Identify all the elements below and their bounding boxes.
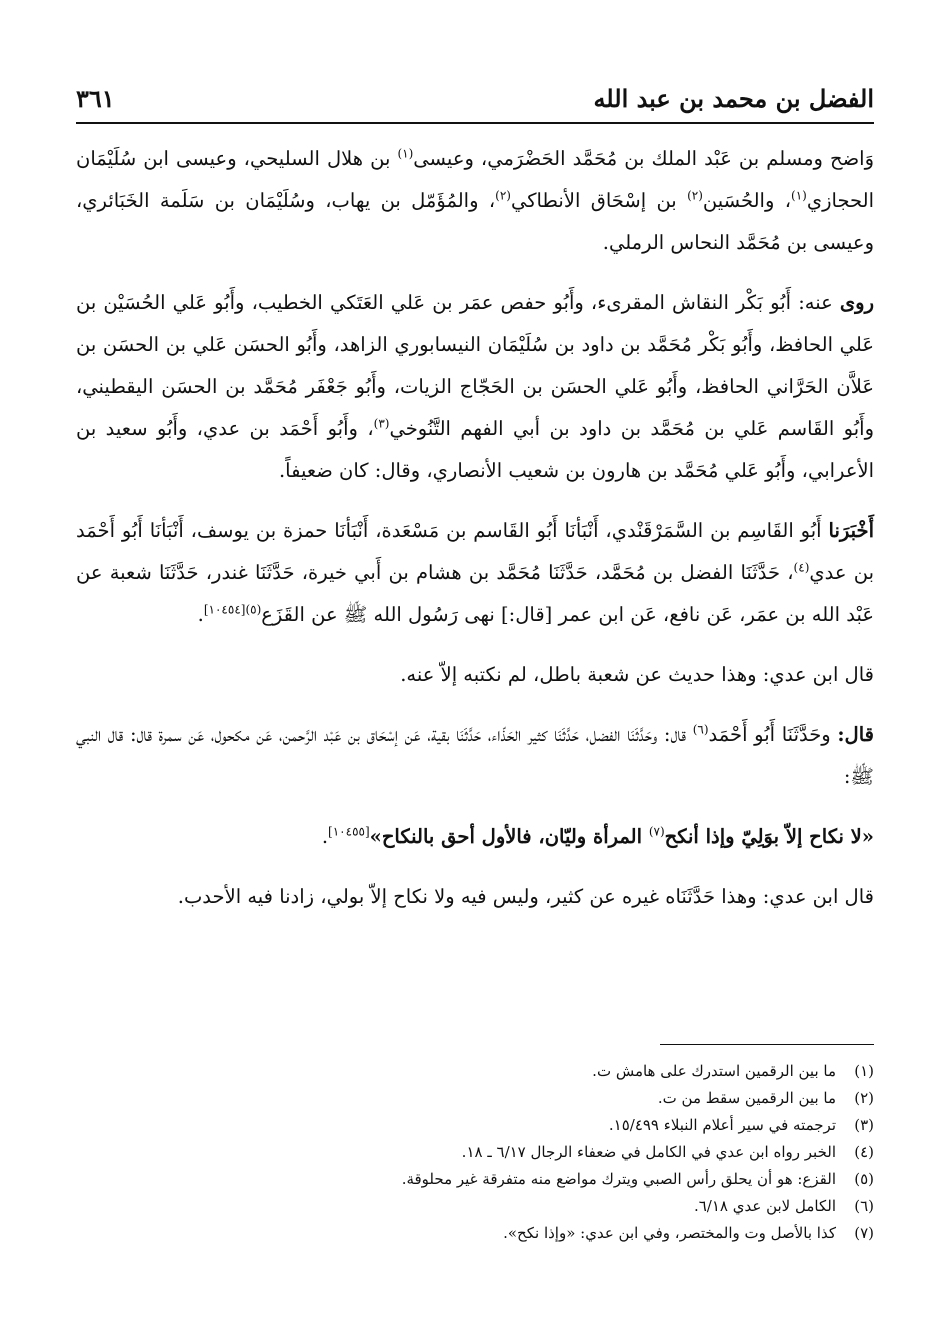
footnote-ref: (٤) — [793, 560, 810, 575]
footnote — [76, 1112, 874, 1139]
footnote-rule — [660, 1044, 874, 1045]
footnote-number: (٣) — [854, 1116, 874, 1134]
header-rule — [76, 122, 874, 124]
footnote-text: الخبر رواه ابن عدي في الكامل في ضعفاء الرجال ٦/١٧ ـ ١٨. — [461, 1143, 836, 1161]
footnote-number: (٦) — [854, 1197, 874, 1215]
text-run: ، والمُؤَمّل بن يهاب، وسُلَيْمَان بن سَلَمة الخَبَائري، وعيسى بن مُحَمَّد النحاس الرملي. — [76, 189, 874, 254]
text-run: ، وأَبُو أَحْمَد بن عدي، وأَبُو سعيد بن الأعرابي، وأَبُو عَلي مُحَمَّد بن هارون بن شعيب الأنصاري، وقال: كان ضعيفاً. — [76, 417, 874, 482]
paragraph-2 — [76, 282, 874, 492]
footnote — [76, 1085, 874, 1112]
paragraph-6 — [76, 816, 874, 858]
footnote-number: (٥) — [854, 1170, 874, 1188]
lead-word: قال: — [837, 723, 874, 746]
footnote-ref: (٧) — [648, 824, 665, 839]
paragraph-7 — [76, 876, 874, 918]
text-run: قال ابن عدي: وهذا حديث عن شعبة باطل، لم نكتبه إلاّ عنه. — [400, 663, 874, 686]
footnote-number: (٢) — [854, 1089, 874, 1107]
text-run: عنه: أَبُو بَكْر النقاش المقرىء، وأَبُو حفص عمَر بن عَلي العَتَكي الخطيب، وأَبُو عَلي الحُسَيْن بن عَلي الحافظ، وأَبُو بَكْر مُحَمَّد بن داود بن سُلَيْمَان النيسابوري الزاهد، وأَبُو الحسَن عَلي بن الحسَن بن عَلاَّن الحَرَّاني الحافظ، وأَبُو عَلي الحسَن بن الحَجّاج الزيات، وأَبُو جَعْفَر مُحَمَّد بن الحسَن اليقطيني، وأَبُو القَاسم عَلي بن مُحَمَّد بن داود بن أبي الفهم التَّنُوخي — [76, 291, 875, 440]
hadith-text: المرأة وليّان، فالأول أحق بالنكاح» — [369, 825, 649, 848]
footnote-number: (٤) — [854, 1143, 874, 1161]
page-header — [76, 74, 874, 122]
footnote-ref: (٢) — [687, 188, 703, 203]
footnote-ref: (٣) — [373, 416, 390, 431]
footnote-text: الكامل لابن عدي ٦/١٨. — [693, 1197, 836, 1215]
text-run: أَبُو القَاسِم بن السَّمَرْقَنْدي، أَنْبَأنَا أَبُو القَاسم بن مَسْعَدة، أَنْبَأنَا حمزة بن يوسف، أَنْبَأنَا أَبُو أَحْمَد بن عدي — [76, 519, 874, 584]
footnote — [76, 1166, 874, 1193]
footnote-text: كذا بالأصل وت والمختصر، وفي ابن عدي: «وإذا نكح». — [503, 1224, 836, 1242]
text-run: وَاضح ومسلم بن عَبْد الملك بن مُحَمَّد الحَضْرَمي، وعيسى — [413, 147, 874, 170]
text-run: . — [197, 603, 204, 626]
footnote — [76, 1139, 874, 1166]
text-run: . — [321, 825, 329, 848]
footnote-ref: (٥)[١٠٤٥٤] — [203, 602, 262, 617]
text-run: بن إسْحَاق الأنطاكي — [510, 189, 688, 212]
footnote-number: (١) — [854, 1062, 874, 1080]
footnote-number: (٧) — [854, 1224, 874, 1242]
text-run: قال: وحَدَّثَنَا الفضل، حَدَّثَنَا كثير الحَذّاء، حَدَّثَنَا بقية، عَن إسْحَاق بن عَبْد الرَّحمن، عَن مكحول، عَن سمرة قال: قال النبي ﷺ: — [76, 723, 874, 788]
footnote — [76, 1220, 874, 1247]
text-run: ، حَدَّثَنَا الفضل بن مُحَمَّد، حَدَّثَنَا مُحَمَّد بن هشام بن أَبي خيرة، حَدَّثَنَا غندر، حَدَّثَنَا شعبة عن عَبْد الله بن عمَر، عَن نافع، عَن ابن عمر [قال:] نهى رَسُول الله ﷺ عن القَزَع — [76, 561, 874, 626]
footnote-ref: (٦) — [692, 722, 709, 737]
footnote-ref: (٢) — [495, 188, 511, 203]
footnote-text: ترجمته في سير أعلام النبلاء ١٥/٤٩٩. — [608, 1116, 836, 1134]
footnote-ref: (١) — [397, 146, 414, 161]
footnote-text: ما بين الرقمين استدرك على هامش ت. — [592, 1062, 836, 1080]
text-run: بن هلال السليحي، وعيسى ابن سُلَيْمَان الحجازي — [76, 147, 874, 212]
footnote — [76, 1193, 874, 1220]
text-run: وحَدَّثَنَا أَبُو أَحْمَد — [708, 723, 838, 746]
footnote-text: القزع: هو أن يحلق رأس الصبي ويترك مواضع منه متفرقة غير محلوقة. — [401, 1170, 836, 1188]
lead-word: أَخْبَرَنا — [828, 519, 874, 542]
paragraph-5 — [76, 714, 874, 798]
footnote — [76, 1058, 874, 1085]
running-title: الفضل بن محمد بن عبد الله — [593, 83, 874, 113]
footnote-ref: (١) — [791, 188, 807, 203]
text-run: ، والحُسَين — [702, 189, 791, 212]
paragraph-4 — [76, 654, 874, 696]
hadith-text: «لا نكاح إلاّ بوَلِيّ وإذا أنكح — [664, 825, 874, 848]
page-number: ٣٦١ — [76, 83, 115, 113]
text-run: قال ابن عدي: وهذا حَدَّثَنَاه غيره عن كثير، وليس فيه ولا نكاح إلاّ بولي، زادنا فيه الأحدب. — [177, 885, 874, 908]
footnote-text: ما بين الرقمين سقط من ت. — [657, 1089, 836, 1107]
footnote-ref: [١٠٤٥٥] — [328, 824, 370, 839]
footnotes — [76, 1058, 874, 1247]
paragraph-1 — [76, 138, 874, 264]
main-text — [76, 138, 874, 936]
paragraph-3 — [76, 510, 874, 636]
lead-word: روى — [839, 291, 874, 314]
